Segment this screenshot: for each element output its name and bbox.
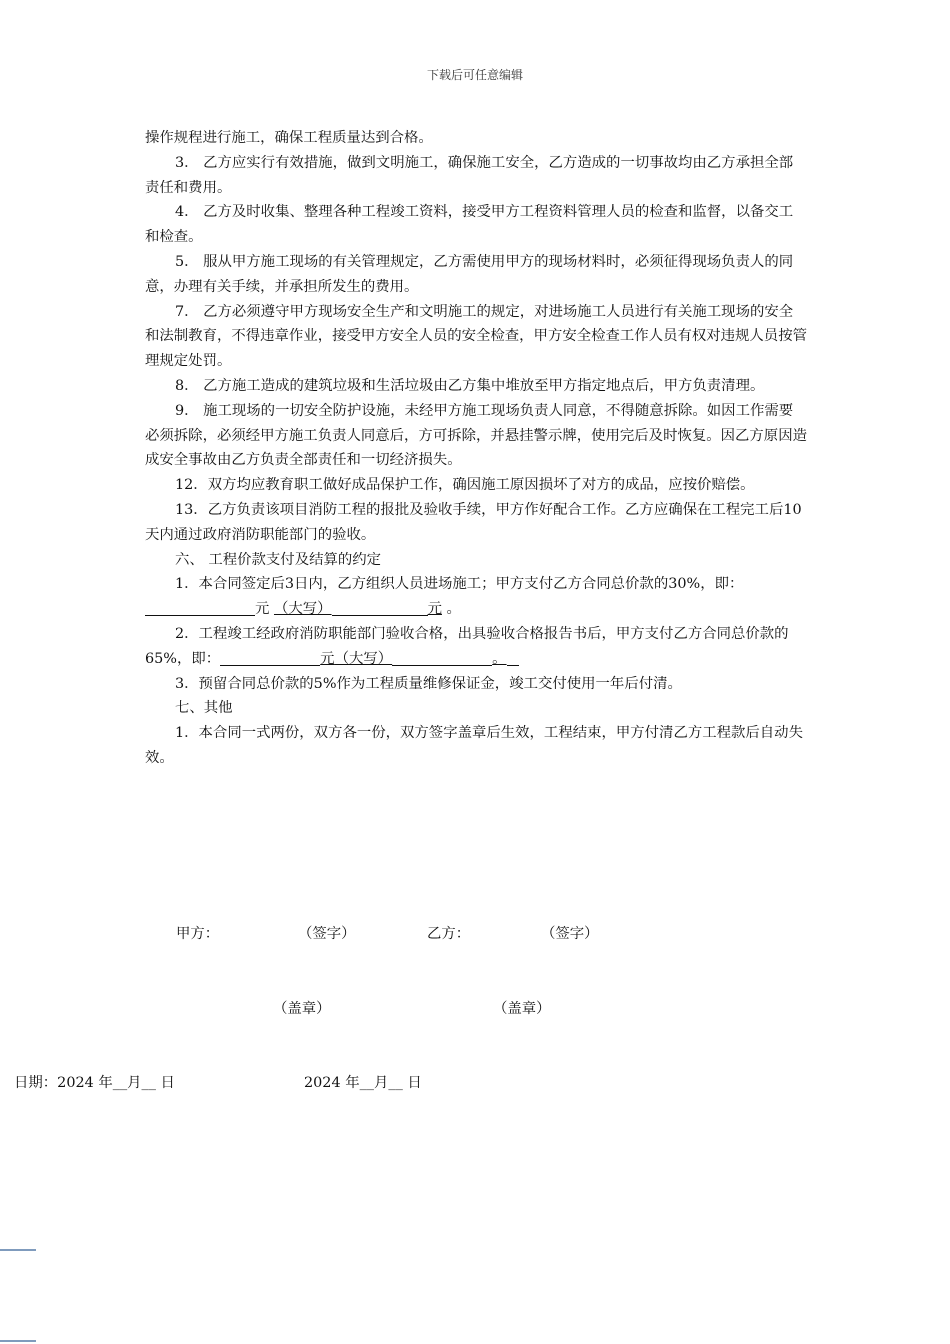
payment-clause-2 [145, 622, 807, 672]
page-edge-marker [0, 1249, 36, 1251]
contract-body [145, 126, 807, 771]
party-a-label: 甲方： [176, 926, 220, 942]
amount-blank-2[interactable] [220, 647, 320, 666]
clause-7: 7． 乙方必须遵守甲方现场安全生产和文明施工的规定，对进场施工人员进行有关施工现场的安全和法制教育，不得违章作业，接受甲方安全人员的安全检查，甲方安全检查工作人员有权对违规人员按管理规定处罚。 [145, 303, 807, 370]
clause-8: 8． 乙方施工造成的建筑垃圾和生活垃圾由乙方集中堆放至甲方指定地点后，甲方负责清理。 [175, 377, 765, 394]
party-b-seal[interactable]: （盖章） [493, 1001, 551, 1017]
page-edge-marker [0, 1340, 36, 1342]
yuan-label-2: 元 [427, 601, 442, 618]
clause-9: 9． 施工现场的一切安全防护设施，未经甲方施工现场负责人同意，不得随意拆除。如因工作需要必须拆除，必须经甲方施工负责人同意后，方可拆除，并悬挂警示牌，使用完后及时恢复。因乙方原因造成安全事故由乙方负责全部责任和一切经济损失。 [145, 402, 807, 469]
section-7-heading: 七、其他 [175, 700, 233, 717]
clause-4: 4． 乙方及时收集、整理各种工程竣工资料，接受甲方工程资料管理人员的检查和监督，以备交工和检查。 [145, 204, 794, 246]
amount-words-blank-2[interactable] [392, 647, 492, 666]
amount-blank[interactable] [145, 597, 255, 616]
daxie-label: （大写） [273, 601, 332, 618]
page-header: 下载后可任意编辑 [426, 68, 523, 82]
payment-1-text: 1．本合同签定后3日内，乙方组织人员进场施工；甲方支付乙方合同总价款的30%，即： [175, 576, 744, 593]
period-2: 。 [492, 650, 507, 667]
trailing-underline [507, 647, 519, 666]
other-clause-1: 1．本合同一式两份，双方各一份，双方签字盖章后生效，工程结束，甲方付清乙方工程款后自动失效。 [145, 725, 803, 766]
party-b-sign[interactable]: （签字） [541, 926, 599, 942]
payment-clause-1 [145, 572, 807, 622]
payment-2-text: 2．工程竣工经政府消防职能部门验收合格，出具验收合格报告书后，甲方支付乙方合同总价款的65%，即： [145, 625, 789, 667]
section-6-heading: 六、 工程价款支付及结算的约定 [175, 551, 382, 568]
amount-words-blank[interactable] [332, 597, 428, 616]
payment-clause-3: 3．预留合同总价款的5%作为工程质量维修保证金，竣工交付使用一年后付清。 [175, 675, 682, 692]
clause-3: 3． 乙方应实行有效措施，做到文明施工，确保施工安全，乙方造成的一切事故均由乙方承担全部责任和费用。 [145, 154, 794, 196]
daxie-label-2: （大写） [334, 650, 393, 667]
yuan-label: 元 [255, 601, 270, 618]
yuan-label-3: 元 [320, 650, 335, 667]
date-party-b: 2024 年__月__ 日 [304, 1075, 422, 1091]
party-b-label: 乙方： [427, 926, 471, 942]
period: 。 [446, 601, 461, 618]
party-a-sign[interactable]: （签字） [298, 926, 356, 942]
clause-5: 5． 服从甲方施工现场的有关管理规定，乙方需使用甲方的现场材料时，必须征得现场负责人的同意，办理有关手续，并承担所发生的费用。 [145, 253, 794, 295]
date-party-a: 日期：2024 年__月__ 日 [14, 1075, 175, 1091]
clause-13: 13．乙方负责该项目消防工程的报批及验收手续，甲方作好配合工作。乙方应确保在工程完工后10天内通过政府消防职能部门的验收。 [145, 501, 802, 543]
clause-continuation: 操作规程进行施工，确保工程质量达到合格。 [145, 130, 433, 146]
clause-12: 12．双方均应教育职工做好成品保护工作，确因施工原因损坏了对方的成品，应按价赔偿。 [175, 477, 755, 494]
party-a-seal[interactable]: （盖章） [273, 1001, 331, 1017]
